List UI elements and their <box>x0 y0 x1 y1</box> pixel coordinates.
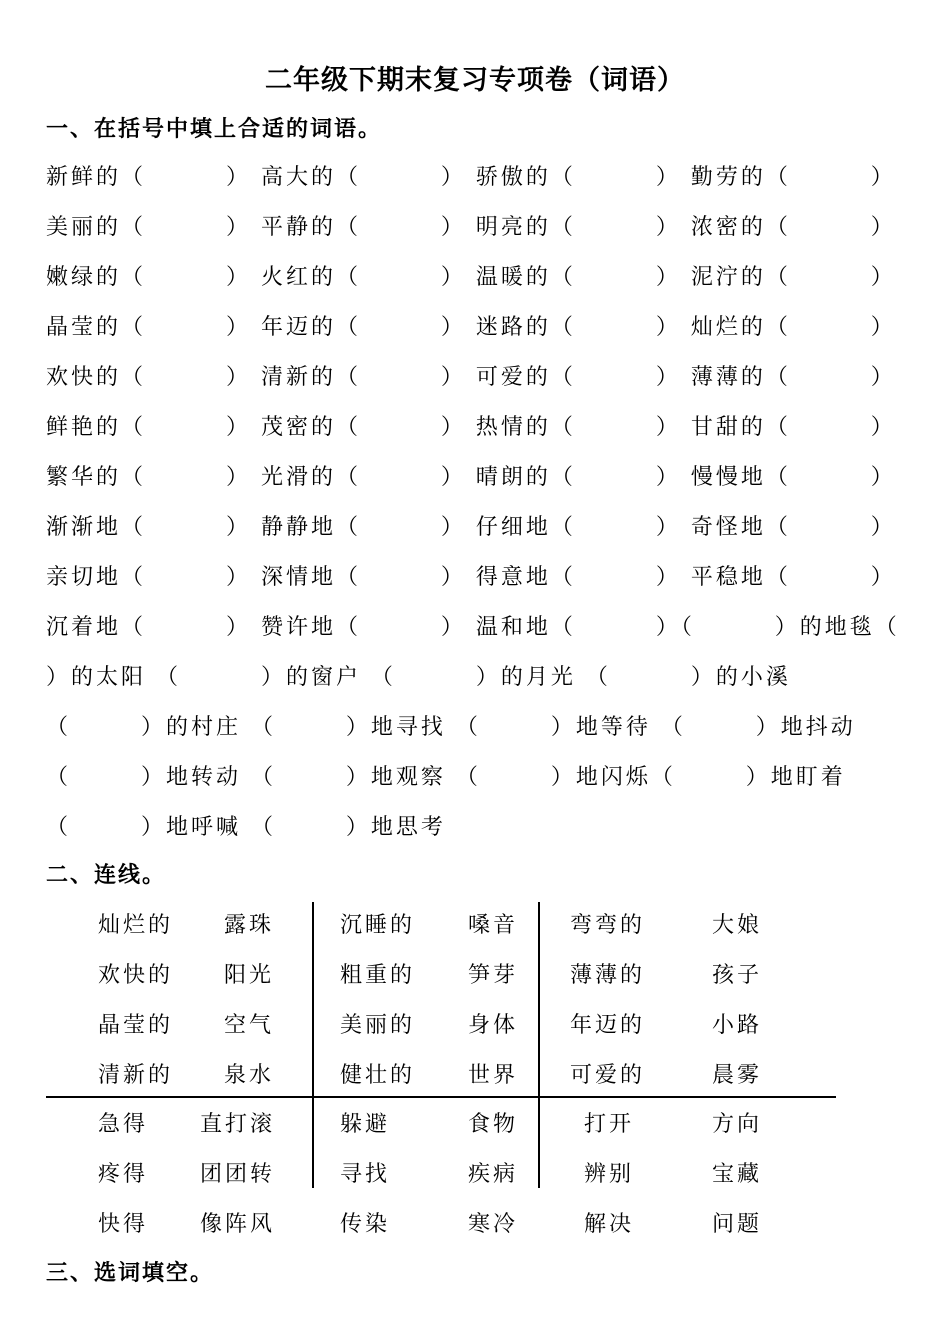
match-word: 晶莹的 <box>98 1013 174 1038</box>
match-word: 寒冷 <box>468 1212 519 1237</box>
fill-in-line: 亲切地（ ） 深情地（ ） 得意地（ ） 平稳地（ ） <box>46 565 896 590</box>
fill-in-line: 嫩绿的（ ） 火红的（ ） 温暖的（ ） 泥泞的（ ） <box>46 265 896 290</box>
match-word: 像阵风 <box>200 1212 276 1237</box>
section2-heading: 二、连线。 <box>46 862 167 888</box>
match-word: 粗重的 <box>340 963 416 988</box>
match-word: 健壮的 <box>340 1063 416 1088</box>
match-word: 清新的 <box>98 1063 174 1088</box>
table-divider-2 <box>538 902 540 1188</box>
match-word: 打开 <box>584 1112 635 1137</box>
match-word: 躲避 <box>340 1112 391 1137</box>
match-word: 美丽的 <box>340 1013 416 1038</box>
match-word: 方向 <box>712 1112 763 1137</box>
match-word: 可爱的 <box>570 1063 646 1088</box>
fill-in-line: 美丽的（ ） 平静的（ ） 明亮的（ ） 浓密的（ ） <box>46 215 896 240</box>
match-word: 年迈的 <box>570 1013 646 1038</box>
match-word: 团团转 <box>200 1162 276 1187</box>
match-word: 传染 <box>340 1212 391 1237</box>
match-word: 沉睡的 <box>340 913 416 938</box>
match-word: 快得 <box>98 1212 149 1237</box>
match-word: 露珠 <box>224 913 275 938</box>
match-word: 寻找 <box>340 1162 391 1187</box>
match-word: 晨雾 <box>712 1063 763 1088</box>
match-word: 小路 <box>712 1013 763 1038</box>
table-horizontal-rule <box>46 1096 836 1098</box>
section3-heading: 三、选词填空。 <box>46 1260 215 1286</box>
fill-in-line: 晶莹的（ ） 年迈的（ ） 迷路的（ ） 灿烂的（ ） <box>46 315 896 340</box>
match-word: 薄薄的 <box>570 963 646 988</box>
fill-in-line: （ ）地转动 （ ）地观察 （ ）地闪烁（ ）地盯着 <box>46 765 846 790</box>
match-word: 笋芽 <box>468 963 519 988</box>
match-word: 阳光 <box>224 963 275 988</box>
match-word: 世界 <box>468 1063 519 1088</box>
fill-in-line: 渐渐地（ ） 静静地（ ） 仔细地（ ） 奇怪地（ ） <box>46 515 896 540</box>
fill-in-line: ）的太阳 （ ）的窗户 （ ）的月光 （ ）的小溪 <box>46 665 791 690</box>
fill-in-line: 新鲜的（ ） 高大的（ ） 骄傲的（ ） 勤劳的（ ） <box>46 165 896 190</box>
match-word: 灿烂的 <box>98 913 174 938</box>
fill-in-line: 欢快的（ ） 清新的（ ） 可爱的（ ） 薄薄的（ ） <box>46 365 896 390</box>
fill-in-line: 鲜艳的（ ） 茂密的（ ） 热情的（ ） 甘甜的（ ） <box>46 415 896 440</box>
match-word: 弯弯的 <box>570 913 646 938</box>
match-word: 辨别 <box>584 1162 635 1187</box>
match-word: 嗓音 <box>468 913 519 938</box>
fill-in-line: （ ）的村庄 （ ）地寻找 （ ）地等待 （ ）地抖动 <box>46 715 856 740</box>
page-title: 二年级下期末复习专项卷（词语） <box>265 65 685 96</box>
match-word: 孩子 <box>712 963 763 988</box>
match-word: 直打滚 <box>200 1112 276 1137</box>
match-word: 问题 <box>712 1212 763 1237</box>
match-word: 疼得 <box>98 1162 149 1187</box>
fill-in-line: 繁华的（ ） 光滑的（ ） 晴朗的（ ） 慢慢地（ ） <box>46 465 896 490</box>
fill-in-line: 沉着地（ ） 赞许地（ ） 温和地（ ）（ ）的地毯（ <box>46 615 900 640</box>
match-word: 宝藏 <box>712 1162 763 1187</box>
section1-heading: 一、在括号中填上合适的词语。 <box>46 116 383 142</box>
match-word: 疾病 <box>468 1162 519 1187</box>
match-word: 泉水 <box>224 1063 275 1088</box>
table-divider-1 <box>312 902 314 1098</box>
match-word: 食物 <box>468 1112 519 1137</box>
match-word: 大娘 <box>712 913 763 938</box>
match-word: 空气 <box>224 1013 275 1038</box>
match-word: 身体 <box>468 1013 519 1038</box>
table-divider-3 <box>312 1098 314 1188</box>
match-word: 解决 <box>584 1212 635 1237</box>
fill-in-line: （ ）地呼喊 （ ）地思考 <box>46 815 446 840</box>
match-word: 急得 <box>98 1112 149 1137</box>
match-word: 欢快的 <box>98 963 174 988</box>
